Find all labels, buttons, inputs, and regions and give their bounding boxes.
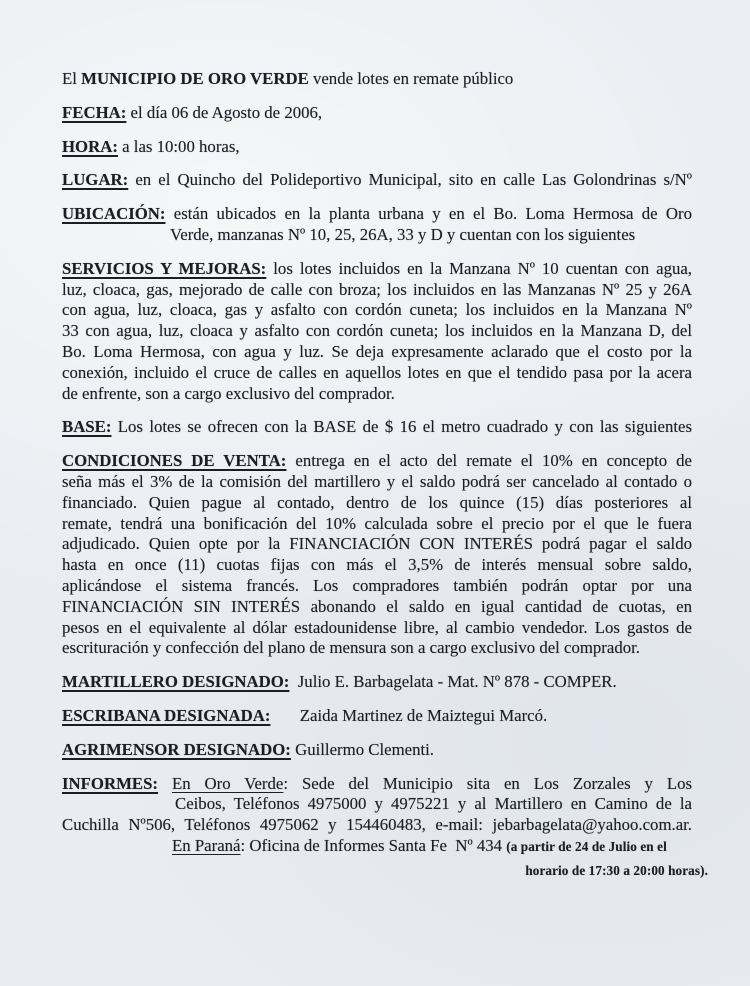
heading-text: LUGAR: [62, 170, 129, 190]
paragraph-escribana [62, 706, 692, 727]
text-line [62, 514, 692, 535]
text-line [62, 384, 692, 405]
body-text: Bo. Loma Hermosa, con agua y luz. Se deja expresamente aclarado que el costo por la [62, 341, 692, 361]
body-text: a las 10:00 horas, [117, 136, 240, 156]
text-line [62, 597, 692, 618]
text-line [62, 638, 692, 659]
body-text: Zaida Martinez de Maiztegui Marcó. [270, 705, 548, 725]
text-line [62, 204, 692, 225]
body-text: están ubicados en la planta urbana y en el Bo. Loma Hermosa de Oro [165, 204, 692, 224]
text-line [62, 69, 692, 90]
heading-text: ESCRIBANA DESIGNADA: [62, 705, 271, 725]
body-text: FINANCIACIÓN SIN INTERÉS abonando el saldo en igual cantidad de cuotas, en [62, 596, 692, 616]
heading-text: HORA: [62, 136, 118, 156]
text-line [62, 137, 692, 158]
body-text: los lotes incluidos en la Manzana Nº 10 cuentan con agua, [266, 258, 692, 278]
text-line [62, 534, 692, 555]
heading-text: CONDICIONES DE VENTA: [62, 451, 287, 471]
body-text: horario de 17:30 a 20:00 horas). [525, 862, 708, 878]
paragraph-ubicacion [62, 204, 692, 246]
text-line [62, 774, 692, 795]
paragraph-informes [62, 773, 708, 882]
text-line [62, 555, 692, 576]
heading-text: INFORMES: [62, 773, 159, 793]
text-line [62, 103, 692, 124]
text-line [62, 170, 692, 191]
body-text: Ceibos, Teléfonos 4975000 y 4975221 y al Martillero en Camino de la [175, 794, 692, 814]
body-text: en el Quincho del Polideportivo Municipal, sito en calle Las Golondrinas s/Nº [128, 170, 692, 190]
heading-text: MUNICIPIO DE ORO VERDE [81, 69, 309, 88]
text-line [62, 794, 692, 815]
body-text: Julio E. Barbagelata - Mat. Nº 878 - COMPER. [289, 672, 617, 692]
text-line [62, 740, 692, 761]
text-line [62, 472, 692, 493]
text-line [62, 363, 692, 384]
text-line [62, 259, 692, 280]
text-line [62, 860, 708, 882]
body-text: adjudicado. Quien opte por la FINANCIACIÓN CON INTERÉS podrá pagar el saldo [62, 534, 692, 554]
body-text: Guillermo Clementi. [290, 739, 434, 759]
paragraph-agrimensor [62, 740, 692, 761]
body-text: Verde, manzanas Nº 10, 25, 26A, 33 y D y cuentan con los siguientes [170, 224, 636, 244]
text-line [62, 493, 692, 514]
heading-text: SERVICIOS Y MEJORAS: [62, 258, 267, 278]
text-line [62, 672, 692, 693]
text-line [62, 417, 692, 438]
text-line [62, 300, 692, 321]
paragraph-hora [62, 137, 692, 158]
paragraph-martillero [62, 672, 692, 693]
text-line [62, 836, 692, 858]
body-text: 33 con agua, luz, cloaca y asfalto con cordón cuneta; los incluidos en la Manzana D, del [62, 321, 692, 341]
text-line [62, 321, 692, 342]
heading-text: En Paraná [172, 835, 241, 855]
heading-text: En Oro Verde [171, 773, 284, 793]
paragraph-servicios [62, 259, 692, 405]
text-line [62, 451, 692, 472]
paragraph-fecha [62, 103, 692, 124]
body-text: hasta en once (11) cuotas fijas con más el 3,5% de interés mensual sobre saldo, [62, 555, 692, 575]
heading-text: MARTILLERO DESIGNADO: [62, 672, 290, 692]
body-text: conexión, incluido el cruce de calles en aquellos lotes en que el tendido pasa por la acera [62, 362, 692, 382]
body-text: luz, cloaca, gas, mejorado de calle con broza; los incluidos en las Manzanas Nº 25 y 26A [62, 279, 692, 299]
text-line [62, 815, 692, 836]
paragraph-condiciones [62, 451, 692, 659]
body-text: seña más el 3% de la comisión del martillero y el saldo podrá ser cancelado al contado o [62, 471, 692, 491]
body-text [158, 774, 172, 793]
body-text: financiado. Quien pague al contado, dentro de los quince (15) días posteriores al [62, 492, 692, 512]
body-text: escrituración y confección del plano de mensura son a cargo exclusivo del comprador. [62, 638, 640, 658]
body-text: (a partir de 24 de Julio en el [506, 838, 667, 854]
heading-text: FECHA: [62, 102, 127, 122]
body-text: : Sede del Municipio sita en Los Zorzales y Los [283, 773, 692, 793]
body-text: Los lotes se ofrecen con la BASE de $ 16 el metro cuadrado y con las siguientes [111, 417, 692, 437]
text-line [62, 225, 692, 246]
text-line [62, 618, 692, 639]
body-text: de enfrente, son a cargo exclusivo del comprador. [62, 383, 395, 403]
body-text: remate, tendrá una bonificación del 10% calculada sobre el precio por el que le fuera [62, 513, 692, 533]
heading-text: AGRIMENSOR DESIGNADO: [62, 739, 291, 759]
body-text: aplicándose el sistema francés. Los compradores también podrán optar por una [62, 575, 692, 595]
body-text: entrega en el acto del remate el 10% en concepto de [286, 451, 692, 471]
text-line [62, 706, 692, 727]
body-text: : Oficina de Informes Santa Fe Nº 434 [240, 835, 507, 855]
body-text: con agua, luz, cloaca, gas y asfalto con cordón cuneta; los incluidos en la Manzana Nº [62, 300, 692, 320]
text-line [62, 342, 692, 363]
body-text: Cuchilla Nº506, Teléfonos 4975062 y 154460483, e-mail: jebarbagelata@yahoo.com.ar. [62, 815, 692, 835]
heading-text: BASE: [62, 417, 112, 437]
text-line [62, 576, 692, 597]
body-text: vende lotes en remate público [308, 69, 514, 88]
body-text: El [62, 69, 82, 88]
paragraph-lugar [62, 170, 692, 191]
text-line [62, 280, 692, 301]
heading-text: UBICACIÓN: [62, 204, 166, 224]
paragraph-base [62, 417, 692, 438]
body-text: pesos en el equivalente al dólar estadounidense libre, al cambio vendedor. Los gastos de [62, 617, 692, 637]
paragraph-intro [62, 69, 692, 90]
body-text: el día 06 de Agosto de 2006, [126, 102, 323, 122]
